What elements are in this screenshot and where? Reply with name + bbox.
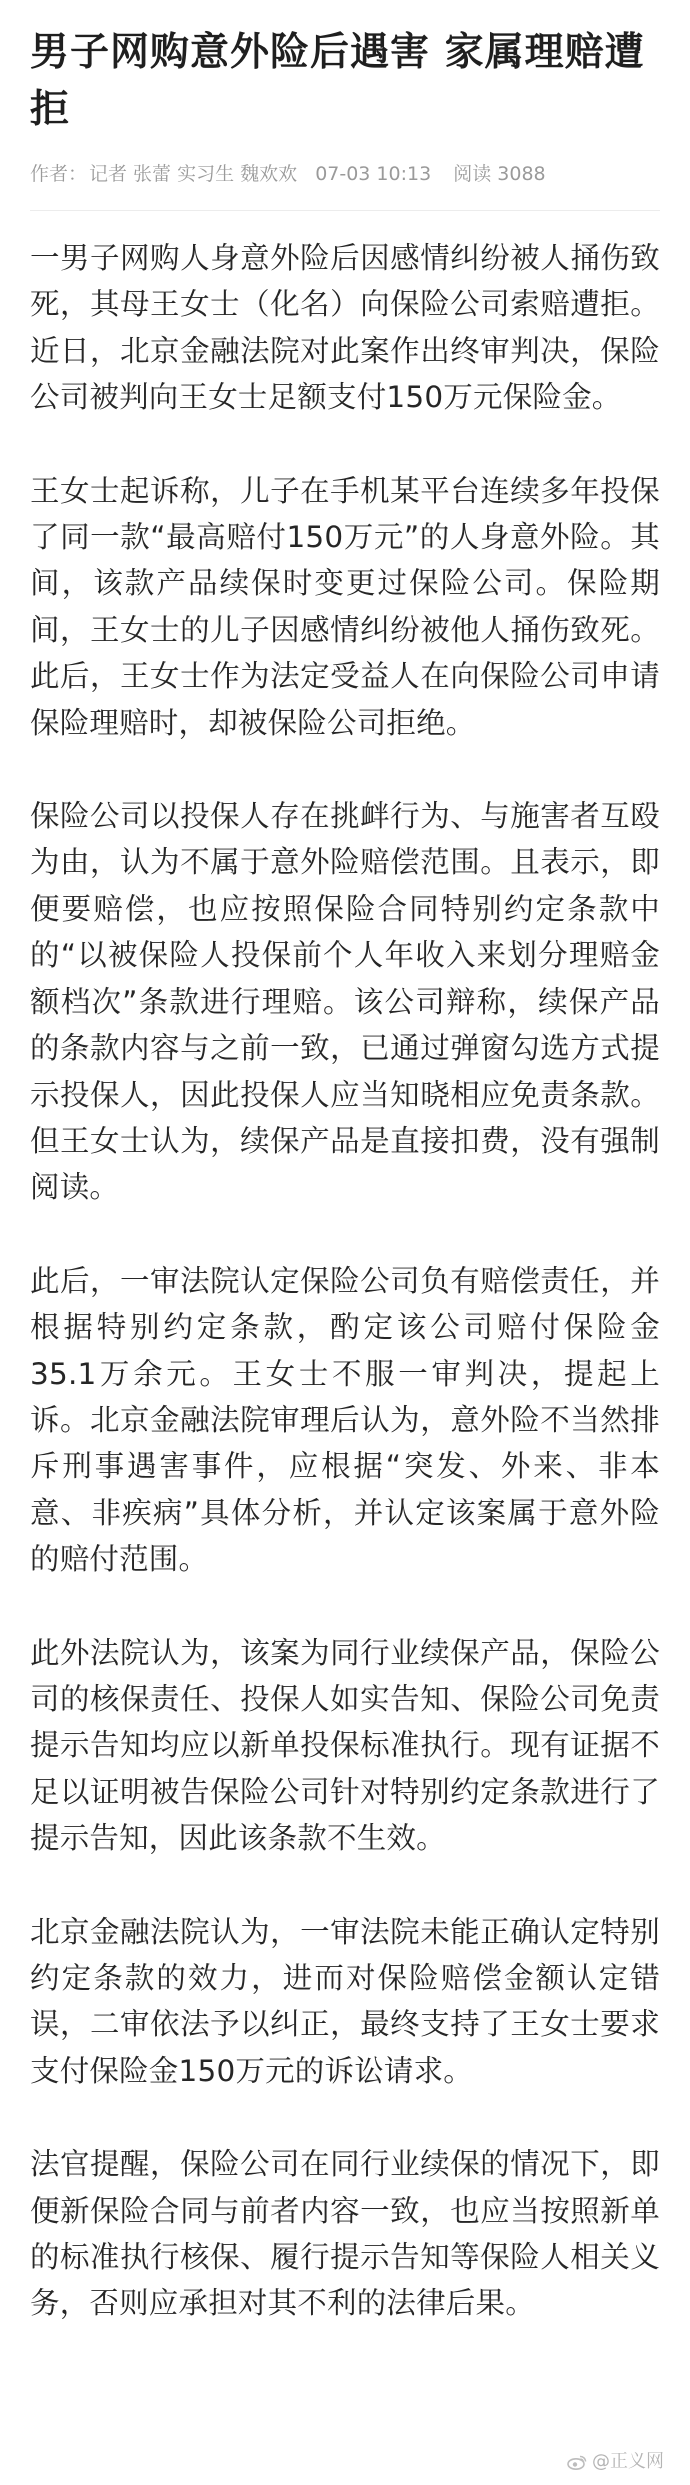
article-title: 男子网购意外险后遇害 家属理赔遭拒 bbox=[30, 30, 645, 132]
paragraph-6: 北京金融法院认为，一审法院未能正确认定特别约定条款的效力，进而对保险赔偿金额认定错误，二审依法予以纠正，最终支持了王女士要求支付保险金150万元的诉讼请求。 bbox=[30, 1914, 660, 2088]
paragraph-2: 王女士起诉称，儿子在手机某平台连续多年投保了同一款“最高赔付150万元”的人身意外险。其间，该款产品续保时变更过保险公司。保险期间，王女士的儿子因感情纠纷被他人捅伤致死。此后，王女士作为法定受益人在向保险公司申请保险理赔时，却被保险公司拒绝。 bbox=[30, 473, 660, 740]
paragraph-3: 保险公司以投保人存在挑衅行为、与施害者互殴为由，认为不属于意外险赔偿范围。且表示，即便要赔偿，也应按照保险合同特别约定条款中的“以被保险人投保前个人年收入来划分理赔金额档次”条款进行理赔。该公司辩称，续保产品的条款内容与之前一致，已通过弹窗勾选方式提示投保人，因此投保人应当知晓相应免责条款。但王女士认为，续保产品是直接扣费，没有强制阅读。 bbox=[30, 799, 660, 1205]
paragraph-5: 此外法院认为，该案为同行业续保产品，保险公司的核保责任、投保人如实告知、保险公司免责提示告知均应以新单投保标准执行。现有证据不足以证明被告保险公司针对特别约定条款进行了提示告知，因此该条款不生效。 bbox=[30, 1635, 660, 1856]
author-name: 记者 张蕾 实习生 魏欢欢 bbox=[89, 163, 298, 185]
paragraph-4: 此后，一审法院认定保险公司负有赔偿责任，并根据特别约定条款，酌定该公司赔付保险金35.1万余元。王女士不服一审判决，提起上诉。北京金融法院审理后认为，意外险不当然排斥刑事遇害事件，应根据“突发、外来、非本意、非疾病”具体分析，并认定该案属于意外险的赔付范围。 bbox=[30, 1263, 660, 1577]
header-divider bbox=[30, 210, 660, 211]
article-meta bbox=[30, 160, 660, 188]
weibo-icon bbox=[567, 2454, 587, 2470]
paragraph-1: 一男子网购人身意外险后因感情纠纷被人捅伤致死，其母王女士（化名）向保险公司索赔遭拒。近日，北京金融法院对此案作出终审判决，保险公司被判向王女士足额支付150万元保险金。 bbox=[30, 241, 660, 415]
paragraph-7: 法官提醒，保险公司在同行业续保的情况下，即便新保险合同与前者内容一致，也应当按照新单的标准执行核保、履行提示告知等保险人相关义务，否则应承担对其不利的法律后果。 bbox=[30, 2147, 660, 2321]
read-count: 阅读 3088 bbox=[453, 163, 546, 185]
watermark-text: @正义网 bbox=[592, 2451, 664, 2472]
author-label: 作者： bbox=[30, 163, 88, 185]
source-watermark bbox=[567, 2451, 664, 2473]
article-body bbox=[30, 235, 660, 2327]
publish-time: 07-03 10:13 bbox=[315, 163, 432, 185]
